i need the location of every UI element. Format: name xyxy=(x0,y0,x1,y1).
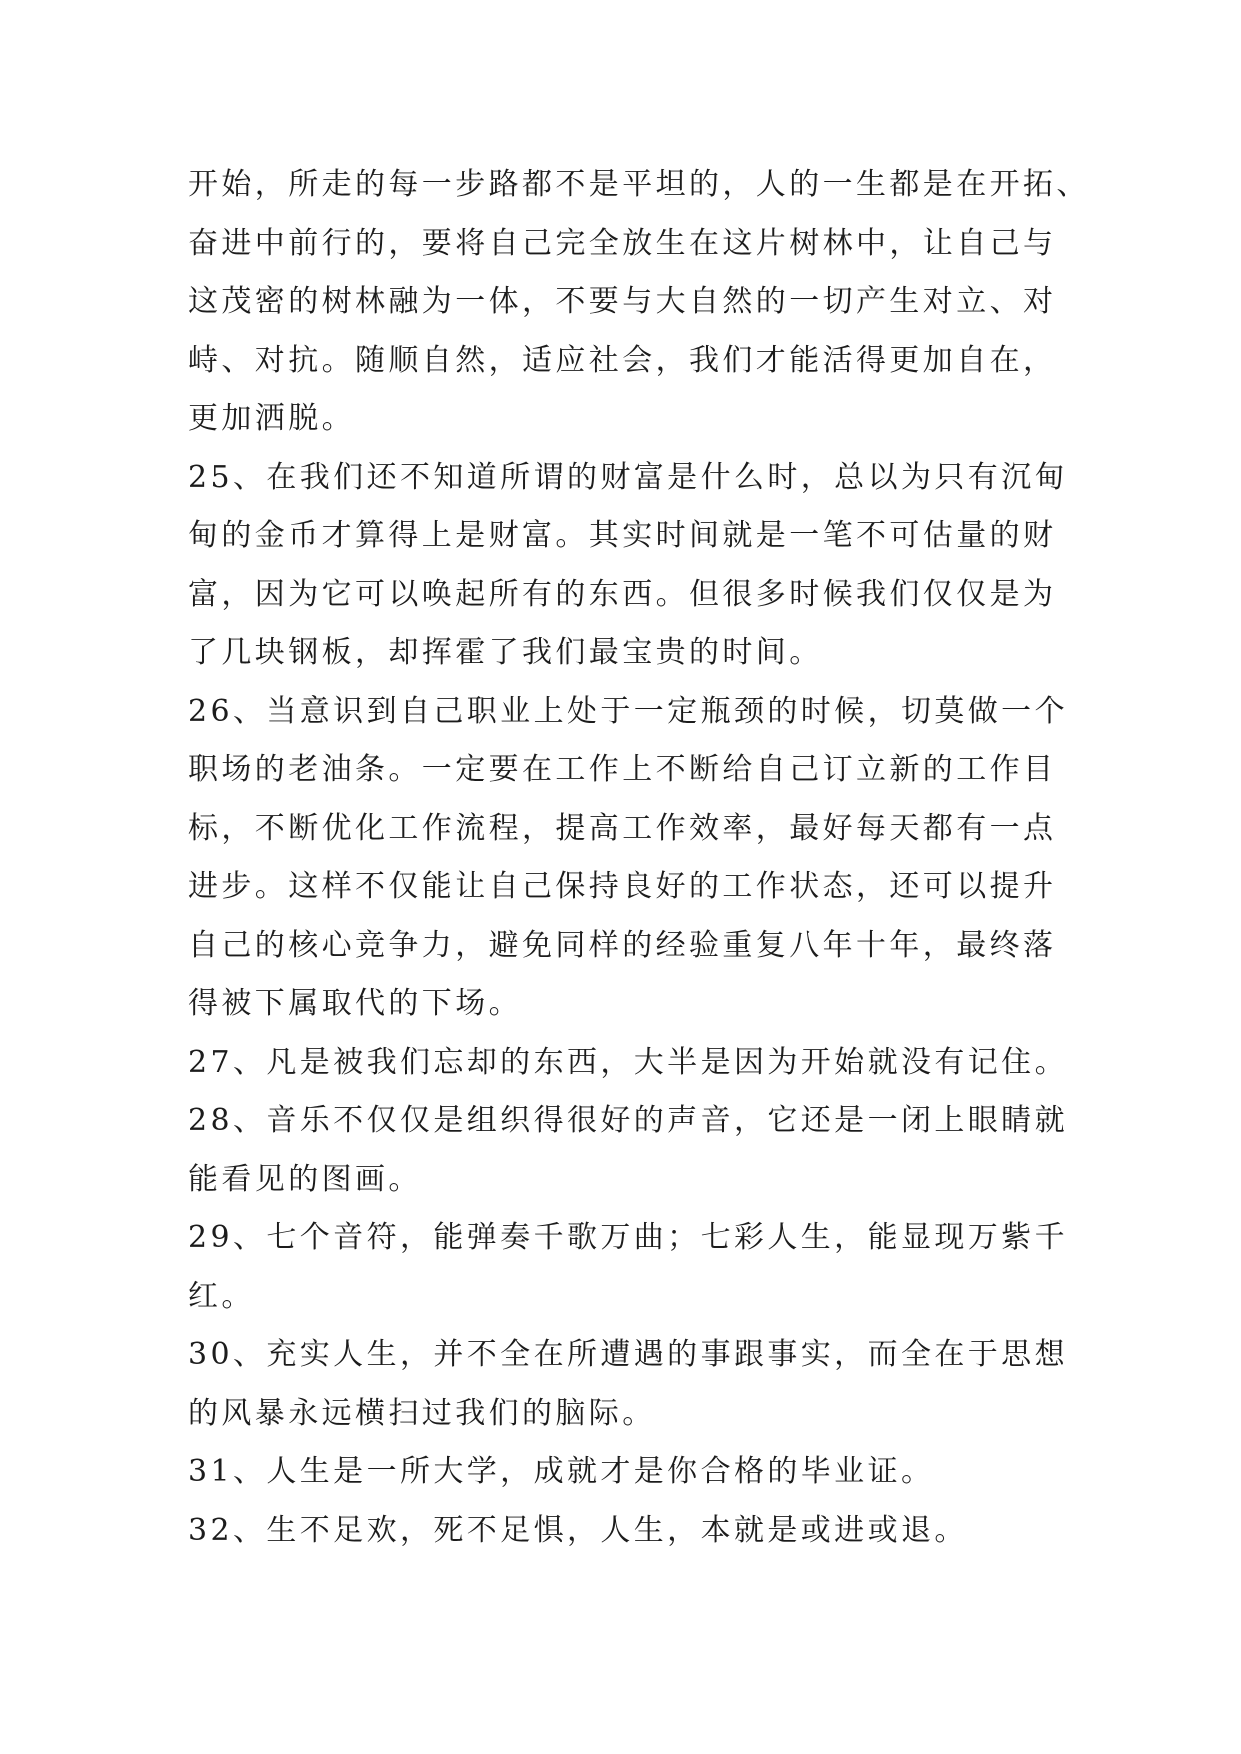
text-line: 25、在我们还不知道所谓的财富是什么时，总以为只有沉甸 xyxy=(188,459,1068,495)
text-line: 得被下属取代的下场。 xyxy=(188,986,522,1021)
text-line: 富，因为它可以唤起所有的东西。但很多时候我们仅仅是为 xyxy=(188,576,1057,612)
text-line: 标，不断优化工作流程，提高工作效率，最好每天都有一点 xyxy=(188,810,1057,846)
text-line: 自己的核心竞争力，避免同样的经验重复八年十年，最终落 xyxy=(188,927,1057,963)
text-line: 28、音乐不仅仅是组织得很好的声音，它还是一闭上眼睛就 xyxy=(188,1103,1068,1138)
text-line: 甸的金币才算得上是财富。其实时间就是一笔不可估量的财 xyxy=(188,518,1057,553)
text-line: 27、凡是被我们忘却的东西，大半是因为开始就没有记住。 xyxy=(188,1044,1068,1080)
text-line: 30、充实人生，并不全在所遭遇的事跟事实，而全在于思想 xyxy=(188,1337,1068,1372)
text-line: 更加洒脱。 xyxy=(188,401,355,436)
text-line: 进步。这样不仅能让自己保持良好的工作状态，还可以提升 xyxy=(188,869,1057,904)
body-text xyxy=(188,156,1090,1560)
text-line: 的风暴永远横扫过我们的脑际。 xyxy=(188,1395,656,1431)
text-line: 能看见的图画。 xyxy=(188,1161,422,1197)
text-line: 了几块钢板，却挥霍了我们最宝贵的时间。 xyxy=(188,635,823,670)
text-line: 红。 xyxy=(188,1278,255,1314)
text-line: 奋进中前行的，要将自己完全放生在这片树林中，让自己与 xyxy=(188,225,1057,261)
text-line: 26、当意识到自己职业上处于一定瓶颈的时候，切莫做一个 xyxy=(188,693,1068,729)
text-line: 这茂密的树林融为一体，不要与大自然的一切产生对立、对 xyxy=(188,284,1057,319)
text-line: 32、生不足欢，死不足惧，人生，本就是或进或退。 xyxy=(188,1512,968,1548)
text-line: 开始，所走的每一步路都不是平坦的，人的一生都是在开拓、 xyxy=(188,167,1090,202)
text-line: 31、人生是一所大学，成就才是你合格的毕业证。 xyxy=(188,1454,935,1489)
text-line: 峙、对抗。随顺自然，适应社会，我们才能活得更加自在， xyxy=(188,342,1057,378)
text-line: 职场的老油条。一定要在工作上不断给自己订立新的工作目 xyxy=(188,752,1057,787)
text-line: 29、七个音符，能弹奏千歌万曲；七彩人生，能显现万紫千 xyxy=(188,1220,1068,1255)
